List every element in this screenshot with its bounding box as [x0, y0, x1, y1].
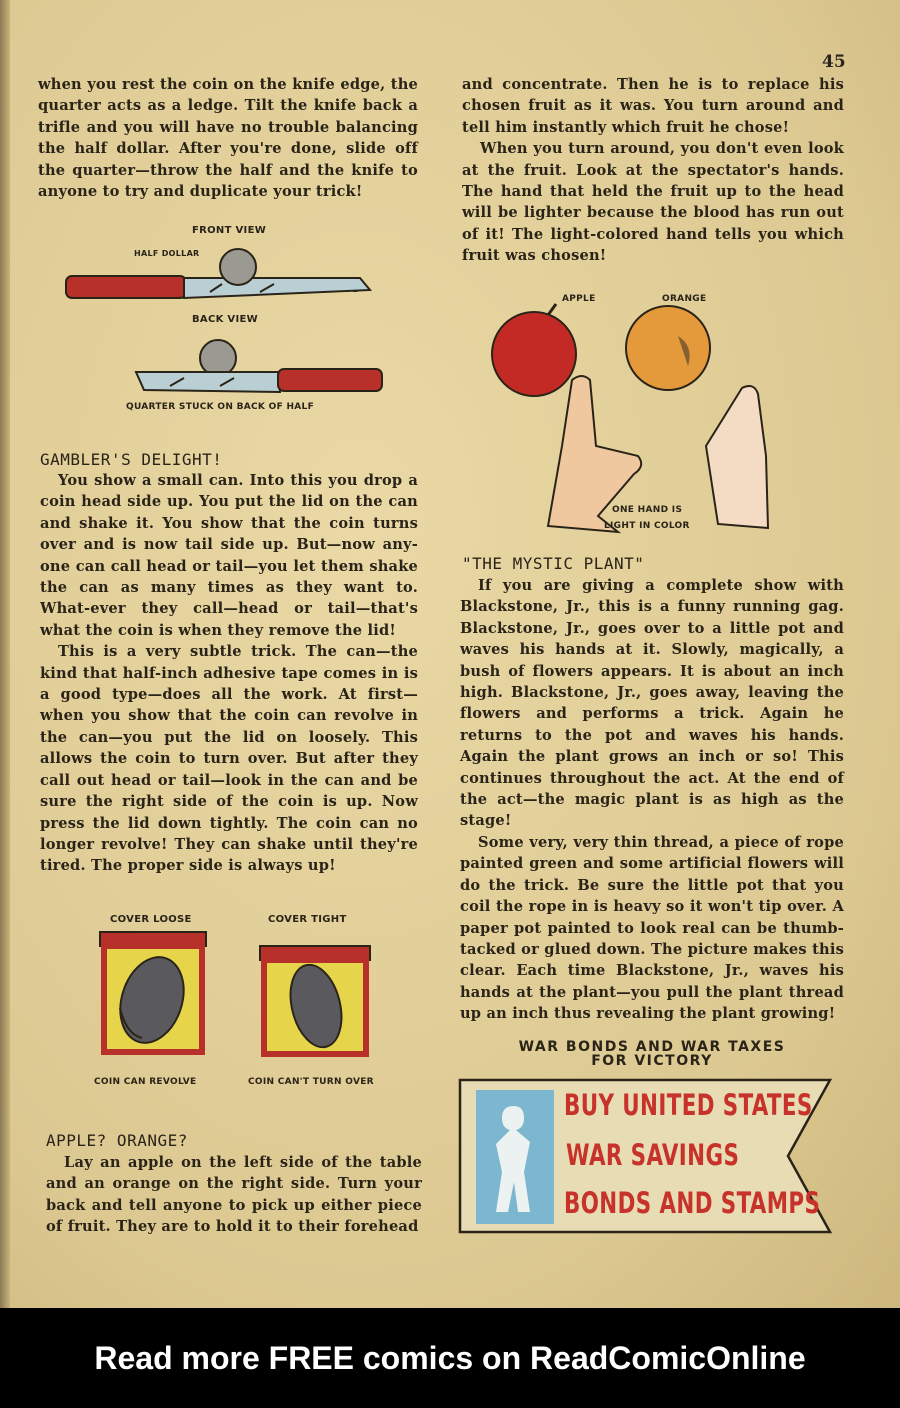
quarter-caption: QUARTER STUCK ON BACK OF HALF	[126, 402, 315, 412]
gambler-paragraph-1: You show a small can. Into this you drop a coin head side up. You put the lid on the can and shake it. You show that the coin turns over and is now tail side up. But—now any-one can call head or tail—you let them shake the can as many times as they want to. What-ever they call—head or tail—that's what the coin is when they remove the lid!	[40, 472, 418, 639]
left-intro-text	[38, 74, 418, 202]
hand-caption-2: LIGHT IN COLOR	[604, 521, 690, 531]
coin-cant-turn-caption: COIN CAN'T TURN OVER	[248, 1077, 374, 1087]
war-bonds-line-2: FOR VICTORY	[591, 1053, 713, 1069]
page-spine	[0, 0, 10, 1308]
gamblers-delight-heading: GAMBLER'S DELIGHT!	[40, 450, 223, 469]
can-cover-tight-illustration	[256, 944, 376, 1058]
war-bonds-line-1: WAR BONDS AND WAR TAXES	[518, 1039, 786, 1055]
apple-orange-heading: APPLE? ORANGE?	[46, 1131, 188, 1150]
intro-paragraph: when you rest the coin on the knife edge, the quarter acts as a ledge. Tilt the knife back a trifle and you will have no trouble balancing the half dollar. After you're done, slide off the quarter—throw the half and the knife to anyone to try and duplicate your trick!	[38, 76, 418, 201]
apple-paragraph-2: When you turn around, you don't even look at the fruit. Look at the spectator's hands. The hand that held the fruit up to the head will be lighter because the blood has run out of it! The light-colored hand tells you which fruit was chosen!	[462, 140, 844, 265]
knife-back-view-illustration	[130, 332, 390, 400]
half-dollar-label: HALF DOLLAR	[134, 249, 200, 258]
cover-tight-label: COVER TIGHT	[268, 914, 347, 925]
knife-front-view-illustration	[60, 240, 380, 310]
apple-continued-paragraph: and concentrate. Then he is to replace his chosen fruit as it was. You turn around and tell him instantly which fruit he chose!	[462, 76, 844, 136]
banner-line-2: WAR SAVINGS	[566, 1138, 740, 1172]
hand-caption-1: ONE HAND IS	[612, 505, 683, 515]
orange-label: ORANGE	[662, 294, 707, 304]
gamblers-delight-text	[40, 470, 418, 877]
apple-orange-text	[46, 1152, 422, 1238]
mystic-plant-heading: "THE MYSTIC PLANT"	[462, 554, 645, 573]
banner-line-3: BONDS AND STAMPS	[564, 1186, 821, 1220]
mystic-paragraph-2: Some very, very thin thread, a piece of rope painted green and some artificial flowers will do the trick. Be sure the little pot that you coil the rope in is heavy so it won't tip over. A paper pot painted to look real can be thumb-tacked or glued down. The picture makes this clear. Each time Blackstone, Jr., waves his hands at the plant—you pull the plant thread up an inch thus revealing the plant growing!	[460, 833, 844, 1023]
cover-loose-label: COVER LOOSE	[110, 914, 192, 925]
apple-orange-continued	[462, 74, 844, 267]
mystic-plant-text	[460, 575, 844, 1025]
back-view-label: BACK VIEW	[192, 314, 258, 325]
apple-label: APPLE	[562, 294, 596, 304]
mystic-paragraph-1: If you are giving a complete show with Blackstone, Jr., this is a funny running gag. Blackstone, Jr., goes over to a little pot and waves his hands at it. Slowly, magically, a bush of flowers appears. It is about an inch high. Blackstone, Jr., goes away, leaving the flowers and performs a trick. Again he returns to the pot and waves his hands. Again the plant grows an inch or so! This continues throughout the act. At the end of the act—the magic plant is as high as the stage!	[460, 577, 844, 830]
can-cover-loose-illustration	[96, 928, 212, 1058]
apple-orange-hands-illustration	[478, 296, 778, 540]
war-bonds-slogan	[492, 1040, 812, 1068]
apple-paragraph-1: Lay an apple on the left side of the table and an orange on the right side. Turn your back and tell anyone to pick up either piece of fruit. They are to hold it to their forehead	[46, 1154, 422, 1236]
coin-can-revolve-caption: COIN CAN REVOLVE	[94, 1077, 197, 1087]
page-number: 45	[822, 52, 846, 72]
banner-line-1: BUY UNITED STATES	[564, 1088, 813, 1122]
gambler-paragraph-2: This is a very subtle trick. The can—the kind that half-inch adhesive tape comes in is a good type—does all the work. At first—when you show that the coin can revolve in the can—you put the lid on loosely. This allows the coin to turn over. But after they call out head or tail—look in the can and be sure the right side of the coin is up. Now press the lid down tightly. The coin can no longer revolve! They can shake until they're tired. The proper side is always up!	[40, 643, 418, 875]
readcomiconline-footer-link[interactable]: Read more FREE comics on ReadComicOnline	[0, 1308, 900, 1408]
front-view-label: FRONT VIEW	[192, 225, 267, 236]
